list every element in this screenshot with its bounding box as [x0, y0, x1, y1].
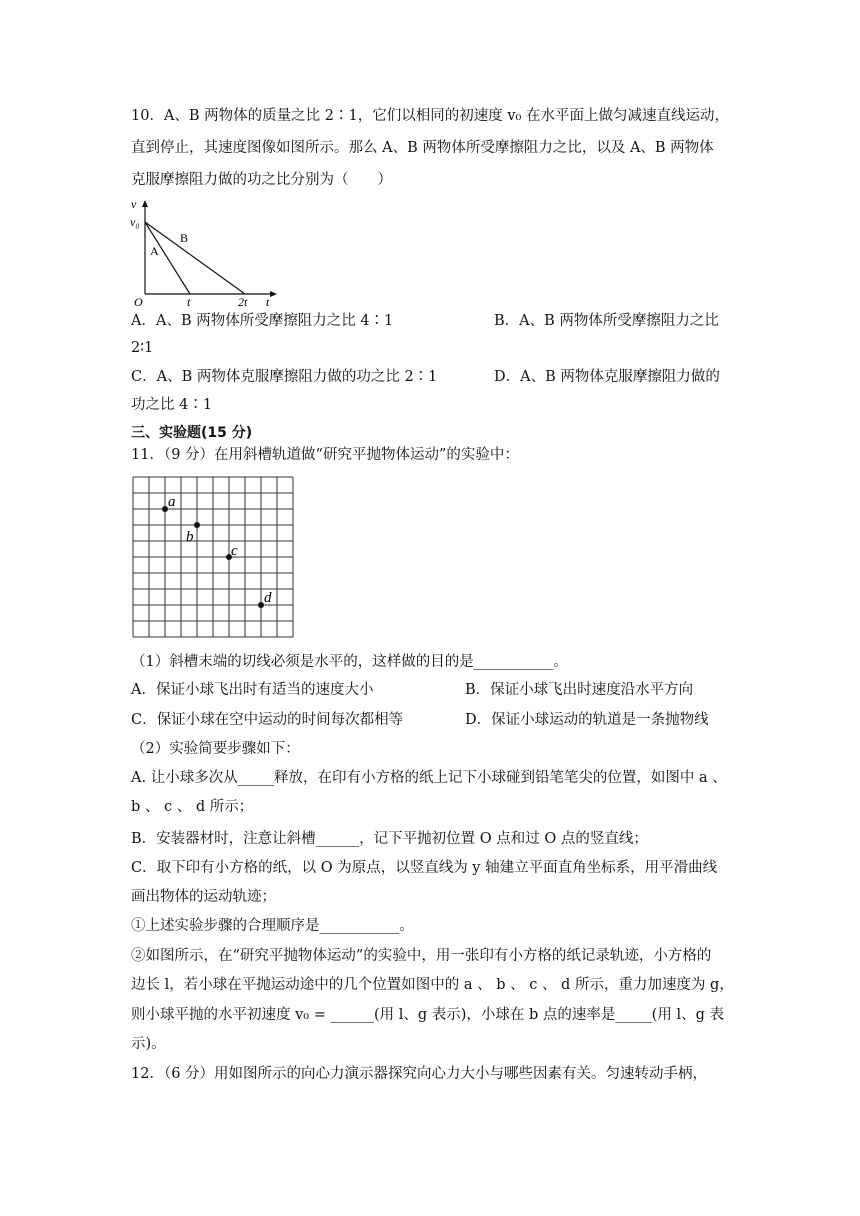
section-3-heading: 三、实验题(15 分)	[131, 425, 253, 441]
q11-step-a: A. 让小球多次从_____释放，在印有小方格的纸上记下小球碰到铅笔笔尖的位置，如图中 a 、	[131, 770, 727, 786]
grid-lines	[133, 477, 293, 637]
label-b: B	[180, 231, 189, 245]
q11-step-a-cont: b 、 c 、 d 所示；	[131, 799, 254, 815]
v0-label: v₀	[130, 215, 140, 229]
q11-sub-2-line-4: 示)。	[131, 1036, 166, 1052]
q10-option-d: D．A、B 两物体克服摩擦阻力做的	[494, 369, 720, 385]
origin-label: O	[134, 295, 143, 308]
q12-line-1: 12．（6 分）用如图所示的向心力演示器探究向心力大小与哪些因素有关。匀速转动手柄，	[131, 1066, 708, 1082]
q10-line-3: 克服摩擦阻力做的功之比分别为（ ）	[131, 172, 392, 188]
q11-step-c-cont: 画出物体的运动轨迹；	[131, 889, 276, 905]
q10-option-b: B．A、B 两物体所受摩擦阻力之比	[494, 313, 719, 329]
q11-part-1: （1）斜槽末端的切线必须是水平的，这样做的目的是___________。	[131, 654, 568, 670]
q11-1-option-a: A．保证小球飞出时有适当的速度大小	[131, 682, 374, 698]
q11-step-b: B．安装器材时，注意让斜槽______，记下平抛初位置 O 点和过 O 点的竖直线；	[131, 831, 648, 847]
q11-intro: 11．（9 分）在用斜槽轨道做“研究平抛物体运动”的实验中：	[131, 447, 519, 463]
tick-t-label: t	[187, 295, 191, 308]
q10-option-a: A．A、B 两物体所受摩擦阻力之比 4∶1	[131, 313, 394, 329]
q10-line-2: 直到停止，其速度图像如图所示。那么 A、B 两物体所受摩擦阻力之比，以及 A、B 两物体	[131, 140, 714, 156]
v-label: v	[131, 197, 137, 211]
point-label-c: c	[231, 543, 238, 559]
label-a: A	[150, 244, 159, 258]
q10-option-c: C．A、B 两物体克服摩擦阻力做的功之比 2∶1	[131, 369, 438, 385]
v-axis-arrow	[142, 200, 148, 207]
q11-1-option-c: C．保证小球在空中运动的时间每次都相等	[131, 712, 404, 728]
q11-sub-1: ①上述实验步骤的合理顺序是___________。	[131, 918, 414, 934]
velocity-time-graph	[125, 196, 285, 308]
t-axis-label: t	[266, 295, 270, 308]
line-b	[145, 222, 245, 294]
point-label-d: d	[264, 590, 272, 606]
q11-part-2: （2）实验简要步骤如下：	[131, 741, 300, 757]
t-axis-arrow	[270, 291, 277, 297]
q11-sub-2-line-3: 则小球平抛的水平初速度 v₀ = ______(用 l、g 表示)，小球在 b 点的速率是_____(用 l、g 表	[131, 1007, 724, 1023]
q10-option-b-cont: 2∶1	[131, 340, 154, 356]
q11-1-option-d: D．保证小球运动的轨道是一条抛物线	[465, 712, 709, 728]
q10-line-1: 10．A、B 两物体的质量之比 2∶1，它们以相同的初速度 v₀ 在水平面上做匀减速直线运动，	[131, 108, 729, 124]
point-label-b: b	[186, 529, 194, 545]
q11-sub-2-line-2: 边长 l，若小球在平抛运动途中的几个位置如图中的 a 、 b 、 c 、 d 所示，重力加速度为 g，	[131, 977, 734, 993]
tick-2t-label: 2t	[238, 295, 248, 308]
q10-option-d-cont: 功之比 4∶1	[131, 397, 213, 413]
q11-sub-2-line-1: ②如图所示，在“研究平抛物体运动”的实验中，用一张印有小方格的纸记录轨迹，小方格的	[131, 948, 712, 964]
point-label-a: a	[168, 494, 176, 510]
q11-step-c: C．取下印有小方格的纸，以 O 为原点，以竖直线为 y 轴建立平面直角坐标系，用平滑曲线	[131, 860, 718, 876]
q11-1-option-b: B．保证小球飞出时速度沿水平方向	[465, 682, 694, 698]
trajectory-grid	[130, 474, 296, 640]
point-b	[194, 522, 200, 528]
grid-points	[162, 494, 272, 608]
